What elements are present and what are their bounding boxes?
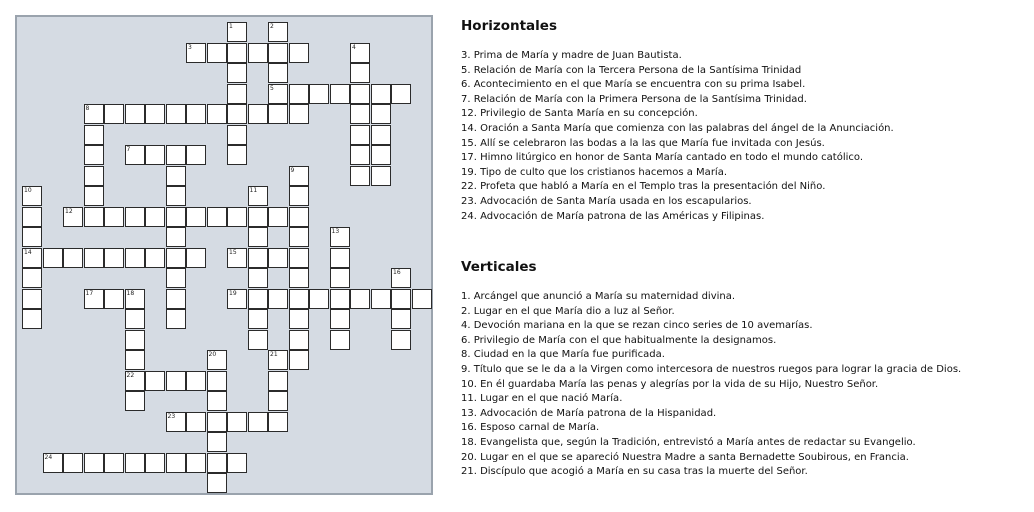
crossword-cell[interactable] — [145, 453, 165, 473]
crossword-cell[interactable] — [391, 309, 411, 329]
crossword-cell[interactable] — [350, 145, 370, 165]
crossword-cell[interactable] — [330, 330, 350, 350]
clue-number: 4 — [352, 43, 356, 51]
crossword-cell[interactable] — [84, 248, 104, 268]
crossword-cell[interactable] — [289, 104, 309, 124]
crossword-cell[interactable] — [350, 84, 370, 104]
crossword-cell[interactable] — [145, 145, 165, 165]
crossword-cell[interactable] — [104, 248, 124, 268]
vertical-clue: 18. Evangelista que, según la Tradición, entrevistó a María antes de redactar su Evangelio. — [461, 436, 916, 448]
crossword-cell[interactable] — [104, 207, 124, 227]
clue-number: 16 — [393, 269, 401, 276]
clue-number: 10 — [24, 187, 32, 194]
vertical-clue: 1. Arcángel que anunció a María su maternidad divina. — [461, 291, 736, 302]
vertical-clue: 9. Título que se le da a la Virgen como intercesora de nuestros ruegos para lograr la gracia de Dios. — [461, 363, 962, 375]
crossword-cell[interactable] — [248, 309, 268, 329]
crossword-cell[interactable] — [104, 104, 124, 124]
crossword-cell[interactable] — [227, 125, 247, 145]
crossword-cell[interactable] — [289, 268, 309, 288]
crossword-cell[interactable] — [22, 289, 42, 309]
crossword-cell[interactable] — [248, 43, 268, 63]
crossword-cell[interactable] — [268, 391, 288, 411]
clue-number: 3 — [188, 43, 192, 51]
crossword-cell[interactable] — [371, 145, 391, 165]
crossword-cell[interactable] — [350, 289, 370, 309]
crossword-cell[interactable] — [309, 84, 329, 104]
crossword-cell[interactable] — [125, 350, 145, 370]
crossword-cell[interactable] — [125, 309, 145, 329]
crossword-cell[interactable] — [412, 289, 432, 309]
crossword-cell[interactable] — [289, 84, 309, 104]
crossword-cell[interactable] — [268, 22, 288, 42]
crossword-cell[interactable] — [145, 104, 165, 124]
crossword-cell[interactable] — [207, 207, 227, 227]
crossword-cell[interactable] — [227, 453, 247, 473]
clue-number: 8 — [85, 105, 90, 112]
crossword-cell[interactable] — [248, 186, 268, 206]
crossword-cell[interactable] — [391, 330, 411, 350]
crossword-cell[interactable] — [125, 104, 145, 124]
crossword-cell[interactable] — [289, 330, 309, 350]
crossword-cell[interactable] — [371, 84, 391, 104]
crossword-cell[interactable] — [268, 412, 288, 432]
vertical-clue: 20. Lugar en el que se apareció Nuestra Madre a santa Bernadette Soubirous, en Francia. — [461, 451, 909, 463]
crossword-cell[interactable] — [391, 84, 411, 104]
crossword-cell[interactable] — [227, 207, 247, 227]
crossword-cell[interactable] — [248, 104, 268, 124]
crossword-cell[interactable] — [186, 43, 206, 63]
horizontal-clue: 17. Himno litúrgico en honor de Santa María cantado en todo el mundo católico. — [461, 152, 863, 164]
clue-number: 13 — [331, 228, 340, 235]
crossword-grid — [15, 15, 433, 495]
crossword-cell[interactable] — [166, 166, 186, 186]
clue-number: 24 — [44, 453, 53, 461]
crossword-cell[interactable] — [289, 350, 309, 370]
crossword-cell[interactable] — [207, 104, 227, 124]
clue-number: 5 — [270, 84, 274, 92]
crossword-cell[interactable] — [330, 309, 350, 329]
crossword-cell[interactable] — [125, 248, 145, 268]
crossword-cell[interactable] — [63, 207, 83, 227]
crossword-cell[interactable] — [186, 371, 206, 391]
crossword-cell[interactable] — [371, 166, 391, 186]
crossword-cell[interactable] — [268, 248, 288, 268]
crossword-cell[interactable] — [84, 145, 104, 165]
crossword-cell[interactable] — [227, 289, 247, 309]
crossword-cell[interactable] — [166, 145, 186, 165]
crossword-cell[interactable] — [227, 84, 247, 104]
crossword-cell[interactable] — [166, 207, 186, 227]
crossword-cell[interactable] — [289, 166, 309, 186]
crossword-cell[interactable] — [104, 453, 124, 473]
crossword-cell[interactable] — [84, 453, 104, 473]
clue-number: 15 — [229, 248, 237, 256]
vertical-clue: 6. Privilegio de María con el que habitualmente la designamos. — [461, 334, 777, 346]
clue-number: 20 — [208, 351, 217, 358]
crossword-cell[interactable] — [166, 453, 186, 473]
crossword-cell[interactable] — [350, 125, 370, 145]
crossword-cell[interactable] — [166, 227, 186, 247]
crossword-cell[interactable] — [125, 391, 145, 411]
crossword-cell[interactable] — [166, 248, 186, 268]
crossword-cell[interactable] — [125, 371, 145, 391]
crossword-cell[interactable] — [350, 63, 370, 83]
crossword-cell[interactable] — [268, 207, 288, 227]
crossword-cell[interactable] — [186, 145, 206, 165]
crossword-cell[interactable] — [371, 125, 391, 145]
crossword-cell[interactable] — [22, 309, 42, 329]
horizontal-clue: 19. Tipo de culto que los cristianos hacemos a María. — [461, 166, 728, 178]
clue-number: 19 — [229, 289, 237, 297]
crossword-cell[interactable] — [84, 289, 104, 309]
crossword-cell[interactable] — [289, 207, 309, 227]
crossword-cell[interactable] — [227, 412, 247, 432]
crossword-cell[interactable] — [207, 391, 227, 411]
crossword-cell[interactable] — [186, 248, 206, 268]
horizontal-clue-list — [461, 49, 1031, 224]
crossword-cell[interactable] — [186, 207, 206, 227]
crossword-cell[interactable] — [166, 412, 186, 432]
vertical-clue: 11. Lugar en el que nació María. — [461, 393, 623, 405]
clue-number: 12 — [65, 207, 73, 215]
crossword-cell[interactable] — [22, 227, 42, 247]
crossword-cell[interactable] — [330, 248, 350, 268]
crossword-cell[interactable] — [166, 371, 186, 391]
horizontal-clue: 15. Allí se celebraron las bodas a la las que María fue invitada con Jesús. — [461, 137, 825, 149]
crossword-cell[interactable] — [330, 289, 350, 309]
crossword-cell[interactable] — [248, 412, 268, 432]
crossword-cell[interactable] — [104, 289, 124, 309]
crossword-cell[interactable] — [166, 289, 186, 309]
crossword-cell[interactable] — [289, 309, 309, 329]
crossword-cell[interactable] — [186, 104, 206, 124]
crossword-cell[interactable] — [289, 227, 309, 247]
clues-panel — [461, 18, 1031, 478]
crossword-cell[interactable] — [309, 289, 329, 309]
crossword-cell[interactable] — [145, 248, 165, 268]
crossword-cell[interactable] — [227, 43, 247, 63]
crossword-cell[interactable] — [371, 289, 391, 309]
crossword-cell[interactable] — [84, 104, 104, 124]
clue-number: 14 — [24, 248, 32, 256]
crossword-cell[interactable] — [268, 350, 288, 370]
horizontal-clue: 24. Advocación de María patrona de las Américas y Filipinas. — [461, 210, 765, 222]
crossword-cell[interactable] — [289, 186, 309, 206]
crossword-cell[interactable] — [166, 268, 186, 288]
horizontal-clue: 22. Profeta que habló a María en el Templo tras la presentación del Niño. — [461, 181, 826, 193]
clue-number: 23 — [167, 412, 176, 420]
clue-number: 17 — [85, 289, 94, 297]
crossword-cell[interactable] — [207, 371, 227, 391]
horizontal-clues-section — [461, 18, 1031, 224]
crossword-cell[interactable] — [330, 227, 350, 247]
crossword-cell[interactable] — [391, 289, 411, 309]
crossword-cell[interactable] — [207, 473, 227, 493]
horizontal-clue: 7. Relación de María con la Primera Persona de la Santísima Trinidad. — [461, 93, 807, 105]
crossword-cell[interactable] — [227, 22, 247, 42]
crossword-cell[interactable] — [186, 453, 206, 473]
crossword-cell[interactable] — [227, 145, 247, 165]
clue-number: 1 — [229, 23, 233, 30]
crossword-cell[interactable] — [125, 453, 145, 473]
clue-number: 2 — [270, 23, 274, 30]
crossword-cell[interactable] — [125, 289, 145, 309]
crossword-cell[interactable] — [207, 412, 227, 432]
horizontal-heading: Horizontales — [461, 18, 557, 34]
crossword-cell[interactable] — [268, 63, 288, 83]
crossword-cell[interactable] — [84, 207, 104, 227]
crossword-cell[interactable] — [289, 289, 309, 309]
crossword-cell[interactable] — [84, 166, 104, 186]
vertical-clues-section — [461, 259, 961, 480]
horizontal-clue: 23. Advocación de Santa María usada en los escapularios. — [461, 195, 752, 207]
vertical-heading: Verticales — [461, 259, 537, 275]
vertical-clue: 16. Esposo carnal de María. — [461, 422, 600, 434]
crossword-cell[interactable] — [125, 330, 145, 350]
crossword-cell[interactable] — [227, 104, 247, 124]
clue-number: 18 — [126, 289, 135, 297]
crossword-cell[interactable] — [289, 248, 309, 268]
crossword-cell[interactable] — [391, 268, 411, 288]
crossword-cell[interactable] — [207, 43, 227, 63]
horizontal-clue: 3. Prima de María y madre de Juan Bautista. — [461, 50, 682, 61]
crossword-cell[interactable] — [350, 166, 370, 186]
clue-number: 9 — [290, 166, 295, 174]
vertical-clue: 8. Ciudad en la que María fue purificada. — [461, 349, 665, 361]
clue-number: 11 — [249, 187, 258, 194]
crossword-cell[interactable] — [43, 453, 63, 473]
crossword-cell[interactable] — [22, 248, 42, 268]
crossword-cell[interactable] — [22, 268, 42, 288]
crossword-cell[interactable] — [145, 207, 165, 227]
crossword-cell[interactable] — [84, 186, 104, 206]
crossword-cell[interactable] — [186, 412, 206, 432]
crossword-cell[interactable] — [248, 248, 268, 268]
crossword-cell[interactable] — [63, 453, 83, 473]
clue-number: 21 — [270, 351, 278, 358]
crossword-cell[interactable] — [22, 186, 42, 206]
crossword-cell[interactable] — [166, 104, 186, 124]
crossword-cell[interactable] — [125, 207, 145, 227]
crossword-cell[interactable] — [207, 453, 227, 473]
horizontal-clue: 12. Privilegio de Santa María en su concepción. — [461, 108, 698, 120]
crossword-cell[interactable] — [63, 248, 83, 268]
crossword-cell[interactable] — [248, 227, 268, 247]
crossword-cell[interactable] — [125, 145, 145, 165]
horizontal-clue: 6. Acontecimiento en el que María se encuentra con su prima Isabel. — [461, 79, 806, 91]
crossword-cell[interactable] — [248, 268, 268, 288]
vertical-clue: 21. Discípulo que acogió a María en su casa tras la muerte del Señor. — [461, 466, 808, 478]
crossword-cell[interactable] — [330, 268, 350, 288]
crossword-cell[interactable] — [248, 207, 268, 227]
crossword-cell[interactable] — [268, 43, 288, 63]
vertical-clue: 4. Devoción mariana en la que se rezan cinco series de 10 avemarías. — [461, 320, 813, 332]
crossword-cell[interactable] — [43, 248, 63, 268]
horizontal-clue: 14. Oración a Santa María que comienza con las palabras del ángel de la Anunciación. — [461, 122, 894, 134]
crossword-cell[interactable] — [207, 350, 227, 370]
crossword-cell[interactable] — [330, 84, 350, 104]
crossword-cell[interactable] — [166, 186, 186, 206]
horizontal-clue: 5. Relación de María con la Tercera Persona de la Santísima Trinidad — [461, 64, 802, 76]
crossword-cell[interactable] — [268, 104, 288, 124]
crossword-cell[interactable] — [248, 330, 268, 350]
crossword-cell[interactable] — [350, 43, 370, 63]
crossword-cell[interactable] — [84, 125, 104, 145]
vertical-clue: 2. Lugar en el que María dio a luz al Señor. — [461, 305, 675, 317]
crossword-cell[interactable] — [166, 309, 186, 329]
clue-number: 22 — [126, 371, 135, 379]
crossword-cell[interactable] — [207, 432, 227, 452]
crossword-cell[interactable] — [371, 104, 391, 124]
crossword-cell[interactable] — [268, 289, 288, 309]
crossword-cell[interactable] — [268, 84, 288, 104]
clue-number: 7 — [126, 146, 131, 153]
crossword-cell[interactable] — [227, 248, 247, 268]
crossword-cell[interactable] — [227, 63, 247, 83]
crossword-cell[interactable] — [145, 371, 165, 391]
crossword-cell[interactable] — [22, 207, 42, 227]
vertical-clue: 10. En él guardaba María las penas y alegrías por la vida de su Hijo, Nuestro Señor. — [461, 378, 879, 390]
crossword-cell[interactable] — [268, 371, 288, 391]
crossword-cell[interactable] — [248, 289, 268, 309]
vertical-clue: 13. Advocación de María patrona de la Hispanidad. — [461, 407, 717, 419]
crossword-cell[interactable] — [289, 43, 309, 63]
crossword-cell[interactable] — [350, 104, 370, 124]
vertical-clue-list — [461, 290, 961, 480]
